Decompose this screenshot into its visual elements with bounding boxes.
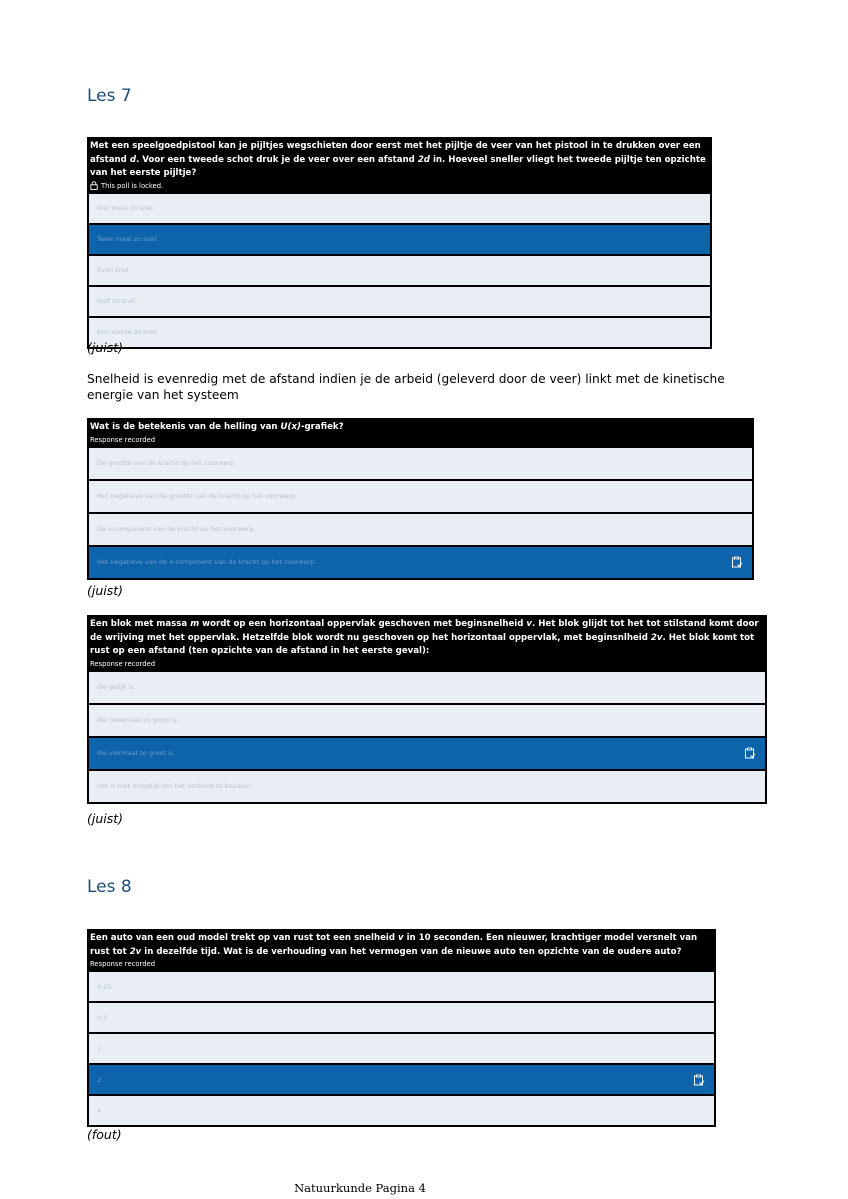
poll-option-label: De x-component van de kracht op het voorwerp. bbox=[97, 525, 256, 533]
poll-question bbox=[89, 932, 714, 959]
clipboard-check-icon bbox=[731, 556, 743, 568]
poll-option-label: 0.25 bbox=[97, 982, 112, 991]
poll-option-label: 1 bbox=[97, 1044, 102, 1053]
poll-option[interactable] bbox=[89, 738, 765, 769]
question-text-part: wordt op een horizontaal oppervlak geschoven met beginsnelheid bbox=[199, 619, 527, 629]
les7-heading: Les 7 bbox=[87, 86, 132, 106]
poll-option[interactable] bbox=[89, 481, 752, 512]
poll-status bbox=[89, 659, 765, 672]
poll-option[interactable] bbox=[89, 514, 752, 545]
poll-status bbox=[89, 181, 710, 194]
poll-question bbox=[89, 421, 752, 435]
poll-status-text: Response recorded bbox=[90, 435, 156, 444]
question-text-part: Wat is de betekenis van de helling van bbox=[90, 422, 281, 432]
poll-status bbox=[89, 435, 752, 448]
poll-auto-vermogen bbox=[87, 929, 716, 1127]
poll-option[interactable] bbox=[89, 448, 752, 479]
poll-option[interactable] bbox=[89, 1003, 714, 1032]
poll-option[interactable] bbox=[89, 318, 710, 347]
question-text-part: U(x) bbox=[280, 422, 301, 432]
poll-option[interactable] bbox=[89, 225, 710, 254]
clipboard-check-icon bbox=[693, 1074, 705, 1086]
les8-heading: Les 8 bbox=[87, 877, 132, 897]
poll-option-label: Het is niet mogelijk om het verband te bepalen. bbox=[97, 782, 253, 790]
explanation-text: Snelheid is evenredig met de afstand indien je de arbeid (geleverd door de veer) linkt met de kinetische energie van het systeem bbox=[87, 372, 725, 402]
poll-option[interactable] bbox=[89, 256, 710, 285]
question-text-part: v bbox=[526, 619, 532, 629]
page-footer: Natuurkunde Pagina 4 bbox=[294, 1181, 426, 1195]
poll-options bbox=[89, 972, 714, 1125]
poll-option-label: 4 bbox=[97, 1106, 102, 1115]
poll-option[interactable] bbox=[89, 672, 765, 703]
poll-option[interactable] bbox=[89, 1065, 714, 1094]
question-text-part: d bbox=[129, 154, 136, 165]
poll-option-label: 0.5 bbox=[97, 1013, 108, 1022]
poll-option-label: 2 bbox=[97, 1075, 102, 1084]
poll-option-label: Vier maal zo snel. bbox=[97, 204, 155, 212]
poll-option-label: Half zo snel. bbox=[97, 297, 137, 305]
poll-option-label: Even snel. bbox=[97, 266, 131, 274]
poll-option-label: Het negatieve van de x-component van de kracht op het voorwerp. bbox=[97, 558, 317, 566]
poll-status-text: This poll is locked. bbox=[101, 181, 164, 190]
poll-option[interactable] bbox=[89, 194, 710, 223]
question-text-part: 2v bbox=[650, 632, 663, 643]
question-text-part: Een blok met massa bbox=[90, 619, 191, 629]
poll-status bbox=[89, 959, 714, 972]
question-text-part: in dezelfde tijd. Wat is de verhouding van het vermogen van de nieuwe auto ten opzichte van de oudere auto? bbox=[141, 946, 682, 957]
question-text-part: Met een speelgoedpistool kan je pijltjes wegschieten door eerst met het pijltje de veer van het pistool in te drukken over een afstand bbox=[90, 141, 701, 165]
verdict-poll3: (juist) bbox=[87, 811, 124, 826]
verdict-poll1: (juist) bbox=[87, 340, 124, 355]
poll-status-text: Response recorded bbox=[90, 960, 156, 968]
question-text-part: . Het blok glijdt tot het tot stilstand komt door de wrijving met het oppervlak. Hetzelfde blok wordt nu geschoven op het horizontaal oppervlak, met beginsnlheid bbox=[90, 619, 759, 643]
poll-speelgoedpistool bbox=[87, 137, 712, 349]
poll-blok-massa bbox=[87, 615, 767, 804]
poll-option-label: De grootte van de kracht op het voorwerp. bbox=[97, 459, 237, 467]
poll-option[interactable] bbox=[89, 705, 765, 736]
poll-option[interactable] bbox=[89, 547, 752, 578]
poll-status-text: Response recorded bbox=[90, 659, 156, 668]
lock-icon bbox=[90, 181, 98, 190]
poll-option-label: Het negatieve van de grootte van de kracht op het voorwerp. bbox=[97, 492, 298, 500]
poll-option-label: Twee maal zo snel. bbox=[97, 235, 159, 243]
poll-options bbox=[89, 448, 752, 578]
poll-option[interactable] bbox=[89, 1096, 714, 1125]
question-text-part: m bbox=[190, 619, 200, 629]
verdict-poll4: (fout) bbox=[87, 1127, 122, 1142]
poll-option[interactable] bbox=[89, 771, 765, 802]
poll-option[interactable] bbox=[89, 972, 714, 1001]
poll-question bbox=[89, 618, 765, 659]
question-text-part: 2d bbox=[417, 154, 430, 165]
question-text-part: 2v bbox=[129, 946, 142, 957]
question-text-part: . Voor een tweede schot druk je de veer over een afstand bbox=[135, 154, 418, 165]
poll-question bbox=[89, 140, 710, 181]
poll-option[interactable] bbox=[89, 287, 710, 316]
verdict-poll2: (juist) bbox=[87, 583, 124, 598]
question-text-part: v bbox=[398, 933, 404, 943]
poll-option-label: die tweemaal zo groot is. bbox=[97, 716, 179, 724]
poll-option-label: die viermaal zo groot is. bbox=[97, 749, 176, 757]
question-text-part: in. Hoeveel sneller vliegt het tweede pijltje ten opzichte van het eerste pijltje? bbox=[90, 154, 706, 178]
poll-options bbox=[89, 194, 710, 347]
poll-helling-ux bbox=[87, 418, 754, 580]
poll-option-label: die gelijk is. bbox=[97, 683, 136, 691]
poll-option-label: Een vierde zo snel. bbox=[97, 328, 159, 336]
poll-options bbox=[89, 672, 765, 802]
question-text-part: in 10 seconden. Een nieuwer, krachtiger model versnelt van rust tot bbox=[90, 933, 698, 957]
poll-option[interactable] bbox=[89, 1034, 714, 1063]
question-text-part: -grafiek? bbox=[300, 422, 344, 432]
clipboard-check-icon bbox=[744, 747, 756, 759]
question-text-part: Een auto van een oud model trekt op van rust tot een snelheid bbox=[90, 933, 398, 943]
question-text-part: . Het blok komt tot rust op een afstand (ten opzichte van de afstand in het eerste geval): bbox=[90, 632, 755, 656]
